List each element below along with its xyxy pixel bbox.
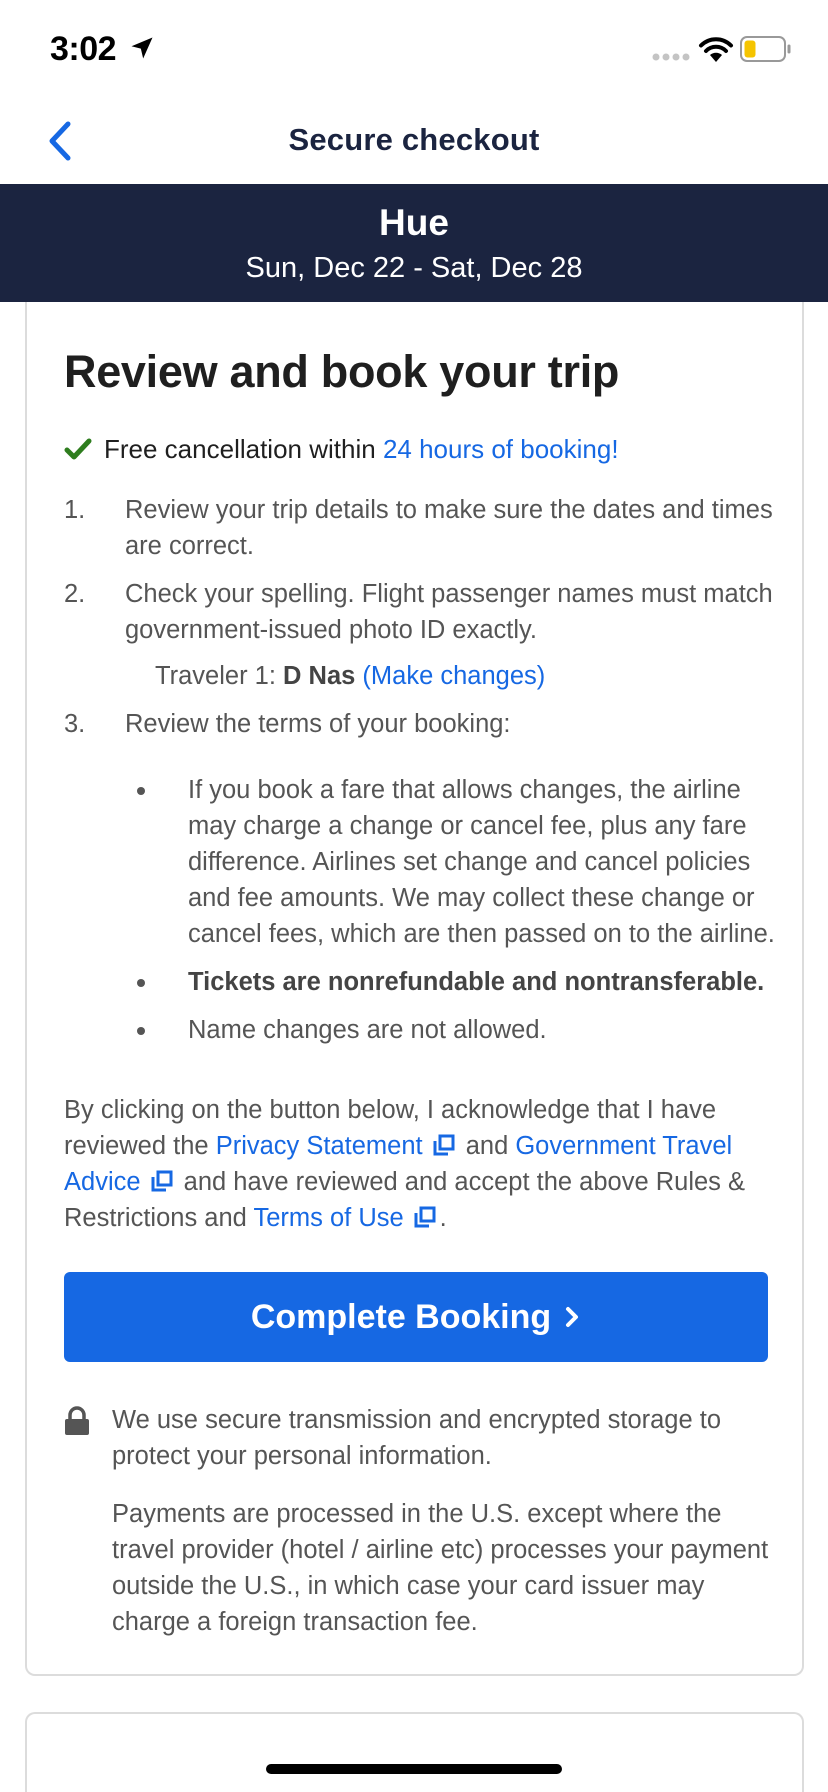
ack-text-part: and have reviewed and accept the above Rules & Restrictions and (64, 1168, 746, 1232)
free-cancellation-notice (64, 434, 619, 465)
privacy-statement-link[interactable]: Privacy Statement (215, 1132, 423, 1160)
external-link-icon (433, 1134, 455, 1156)
trip-city: Hue (379, 202, 449, 243)
step-item (27, 576, 806, 694)
page-title: Secure checkout (288, 122, 540, 157)
location-arrow-icon (128, 34, 156, 62)
payments-notice-text: Payments are processed in the U.S. except where the travel provider (hotel / airline etc) processes your payment outside the U.S., in which case your card issuer may charge a foreign transaction fee. (112, 1500, 769, 1636)
step-item (27, 492, 806, 564)
secure-notice (64, 1402, 784, 1640)
battery-icon (740, 36, 792, 62)
step-number: 1. (64, 496, 86, 524)
ack-text-part: and (465, 1132, 509, 1160)
ack-text-part: By clicking on the button below, I acknowledge that I have reviewed the (64, 1096, 717, 1160)
step-text: Review your trip details to make sure the dates and times are correct. (125, 496, 773, 560)
make-changes-link[interactable]: (Make changes) (362, 662, 546, 690)
external-link-icon (151, 1170, 173, 1192)
terms-of-use-link[interactable]: Terms of Use (253, 1204, 404, 1232)
terms-bullet-nonrefundable: Tickets are nonrefundable and nontransferable. (27, 964, 806, 1000)
checkmark-icon (64, 437, 92, 461)
step-text: Check your spelling. Flight passenger names must match government-issued photo ID exactly. (125, 580, 773, 644)
terms-scroll-region[interactable] (27, 492, 806, 1057)
step-item (27, 706, 806, 742)
terms-bullet: If you book a fare that allows changes, the airline may charge a change or cancel fee, plus any fare difference. Airlines set change and cancel policies and fee amounts. We may collect these change or cancel fees, which are then passed on to the airline. (27, 772, 806, 952)
traveler-name: D Nas (283, 662, 356, 690)
external-link-icon (414, 1206, 436, 1228)
free-cancel-link[interactable]: 24 hours of booking! (382, 434, 619, 464)
trip-dates: Sun, Dec 22 - Sat, Dec 28 (245, 252, 583, 284)
steps-list (27, 492, 806, 742)
trip-header (0, 184, 828, 302)
nav-bar (0, 100, 828, 184)
free-cancel-text: Free cancellation within (104, 434, 376, 464)
complete-booking-label: Complete Booking (250, 1297, 552, 1336)
review-card (25, 302, 804, 1676)
acknowledgement-text (64, 1092, 784, 1236)
secure-transmission-text: We use secure transmission and encrypted storage to protect your personal information. (112, 1406, 722, 1470)
complete-booking-button[interactable] (64, 1272, 768, 1362)
review-title: Review and book your trip (64, 346, 620, 397)
chevron-right-icon (563, 1305, 581, 1329)
terms-bullet: Name changes are not allowed. (27, 1012, 806, 1048)
next-card (25, 1712, 804, 1792)
wifi-icon (698, 36, 734, 64)
traveler-line (125, 658, 776, 694)
lock-icon (64, 1406, 90, 1436)
traveler-label: Traveler 1: (155, 662, 276, 690)
status-time: 3:02 (50, 30, 117, 68)
step-number: 2. (64, 580, 86, 608)
terms-bullets (27, 772, 806, 1048)
government-travel-advice-link[interactable]: Government Travel Advice (64, 1132, 733, 1196)
cellular-signal-icon (652, 52, 690, 62)
ack-text-part: . (439, 1204, 447, 1232)
step-number: 3. (64, 710, 86, 738)
status-bar (0, 0, 828, 100)
home-indicator (266, 1764, 562, 1774)
step-text: Review the terms of your booking: (125, 710, 511, 738)
